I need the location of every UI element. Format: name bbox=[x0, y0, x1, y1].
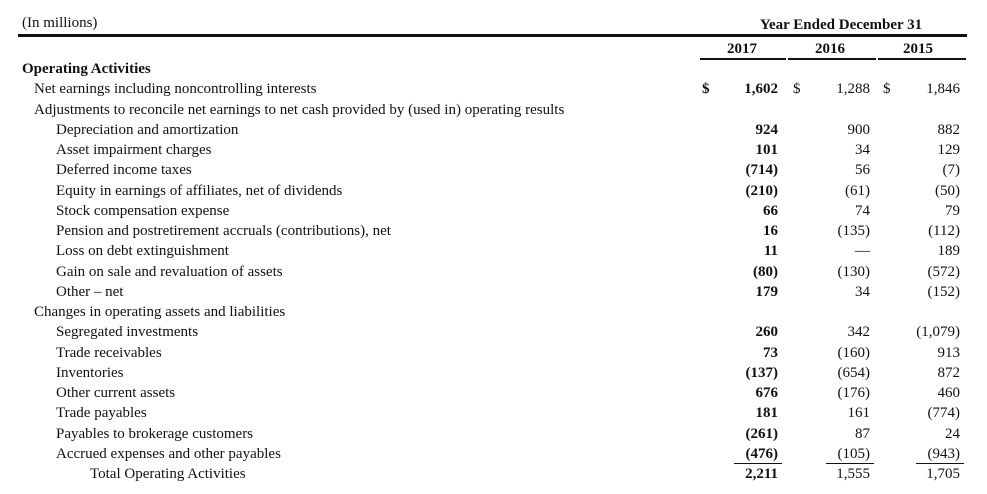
value-2015: 1,846 bbox=[926, 81, 960, 98]
value-2017: (80) bbox=[753, 263, 778, 280]
row-label: Net earnings including noncontrolling interests bbox=[34, 81, 317, 98]
value-2016: (130) bbox=[837, 263, 870, 280]
value-2016: — bbox=[855, 243, 870, 260]
row-label: Other current assets bbox=[56, 385, 176, 401]
year-2015-header: 2015 bbox=[903, 41, 933, 57]
row-label: Gain on sale and revaluation of assets bbox=[56, 263, 283, 280]
value-2017: 66 bbox=[763, 202, 778, 219]
value-2016: (160) bbox=[837, 344, 870, 361]
value-2017: 11 bbox=[763, 243, 778, 260]
value-2015: 872 bbox=[937, 364, 960, 381]
value-2017: 260 bbox=[755, 324, 778, 341]
currency-symbol: $ bbox=[883, 81, 891, 98]
value-2017: 101 bbox=[755, 142, 778, 158]
value-2015: 129 bbox=[937, 142, 960, 158]
row-label: Trade receivables bbox=[56, 344, 162, 361]
statement-row bbox=[0, 363, 987, 383]
value-2016: (61) bbox=[845, 182, 870, 199]
value-2016: (176) bbox=[837, 385, 870, 401]
value-2015: 882 bbox=[937, 121, 960, 138]
value-2017: 1,602 bbox=[744, 81, 778, 98]
row-label: Total Operating Activities bbox=[90, 466, 246, 482]
row-label: Accrued expenses and other payables bbox=[56, 445, 281, 462]
row-label: Asset impairment charges bbox=[56, 142, 212, 158]
value-2015: (50) bbox=[935, 182, 960, 199]
value-2016: 34 bbox=[855, 142, 870, 158]
value-2017: (476) bbox=[745, 445, 778, 462]
value-2016: 56 bbox=[855, 162, 870, 179]
value-2017: 181 bbox=[755, 405, 778, 422]
row-label: Operating Activities bbox=[22, 61, 151, 77]
statement-row bbox=[0, 424, 987, 444]
value-2016: 900 bbox=[847, 121, 870, 138]
statement-row bbox=[0, 403, 987, 423]
value-2017: (210) bbox=[745, 182, 778, 199]
value-2016: 74 bbox=[855, 202, 870, 219]
row-label: Changes in operating assets and liabilities bbox=[34, 304, 286, 320]
value-2017: 2,211 bbox=[745, 466, 778, 482]
value-2015: (943) bbox=[927, 445, 960, 462]
value-2017: 179 bbox=[755, 283, 778, 300]
row-label: Segregated investments bbox=[56, 324, 199, 341]
statement-row bbox=[0, 343, 987, 363]
value-2015: (1,079) bbox=[916, 324, 960, 341]
statement-row bbox=[0, 241, 987, 261]
statement-row bbox=[0, 100, 987, 120]
statement-row bbox=[0, 140, 987, 160]
value-2016: 87 bbox=[855, 425, 870, 442]
value-2016: 34 bbox=[855, 283, 870, 300]
value-2016: (105) bbox=[837, 445, 870, 462]
value-2017: 16 bbox=[763, 223, 778, 239]
row-label: Loss on debt extinguishment bbox=[56, 243, 229, 260]
value-2015: (774) bbox=[927, 405, 960, 422]
value-2017: 73 bbox=[763, 344, 778, 361]
period-title: Year Ended December 31 bbox=[759, 17, 923, 33]
statement-row bbox=[0, 160, 987, 180]
statement-row bbox=[0, 444, 987, 464]
row-label: Stock compensation expense bbox=[56, 202, 230, 219]
section-header-row bbox=[0, 59, 987, 79]
value-2015: (152) bbox=[927, 283, 960, 300]
row-label: Equity in earnings of affiliates, net of dividends bbox=[56, 182, 343, 199]
row-label: Inventories bbox=[56, 364, 124, 381]
value-2017: (714) bbox=[745, 162, 778, 179]
row-label: Payables to brokerage customers bbox=[56, 425, 254, 442]
statement-row bbox=[0, 464, 987, 484]
statement-row bbox=[0, 120, 987, 140]
value-2016: 161 bbox=[847, 405, 870, 422]
statement-row bbox=[0, 79, 987, 99]
value-2017: 676 bbox=[755, 385, 778, 401]
row-label: Deferred income taxes bbox=[56, 162, 192, 179]
year-2016-header: 2016 bbox=[815, 41, 845, 57]
row-label: Adjustments to reconcile net earnings to net cash provided by (used in) operating results bbox=[34, 101, 565, 118]
row-label: Pension and postretirement accruals (contributions), net bbox=[56, 223, 391, 239]
value-2016: (135) bbox=[837, 223, 870, 239]
statement-row bbox=[0, 302, 987, 322]
value-2015: 460 bbox=[937, 385, 960, 401]
statement-row bbox=[0, 322, 987, 342]
statement-row bbox=[0, 282, 987, 302]
row-label: Trade payables bbox=[56, 405, 147, 422]
year-2017-header: 2017 bbox=[727, 41, 757, 57]
value-2016: (654) bbox=[837, 364, 870, 381]
value-2015: 913 bbox=[937, 344, 960, 361]
value-2017: 924 bbox=[755, 121, 778, 138]
statement-row bbox=[0, 201, 987, 221]
row-label: Depreciation and amortization bbox=[56, 121, 239, 138]
value-2015: (112) bbox=[928, 223, 960, 239]
statement-row bbox=[0, 181, 987, 201]
statement-row bbox=[0, 383, 987, 403]
value-2016: 1,288 bbox=[836, 81, 870, 98]
value-2015: 189 bbox=[937, 243, 960, 260]
statement-row bbox=[0, 221, 987, 241]
value-2016: 1,555 bbox=[836, 466, 870, 482]
value-2017: (261) bbox=[745, 425, 778, 442]
currency-symbol: $ bbox=[793, 81, 801, 98]
value-2017: (137) bbox=[745, 364, 778, 381]
value-2015: 24 bbox=[945, 425, 960, 442]
statement-row bbox=[0, 262, 987, 282]
value-2016: 342 bbox=[847, 324, 870, 341]
currency-symbol: $ bbox=[702, 81, 710, 98]
value-2015: (7) bbox=[942, 162, 960, 179]
units-note: (In millions) bbox=[22, 15, 98, 31]
year-rule-left bbox=[18, 36, 967, 37]
value-2015: (572) bbox=[927, 263, 960, 280]
value-2015: 79 bbox=[945, 202, 960, 219]
value-2015: 1,705 bbox=[926, 466, 960, 482]
row-label: Other – net bbox=[56, 283, 124, 300]
